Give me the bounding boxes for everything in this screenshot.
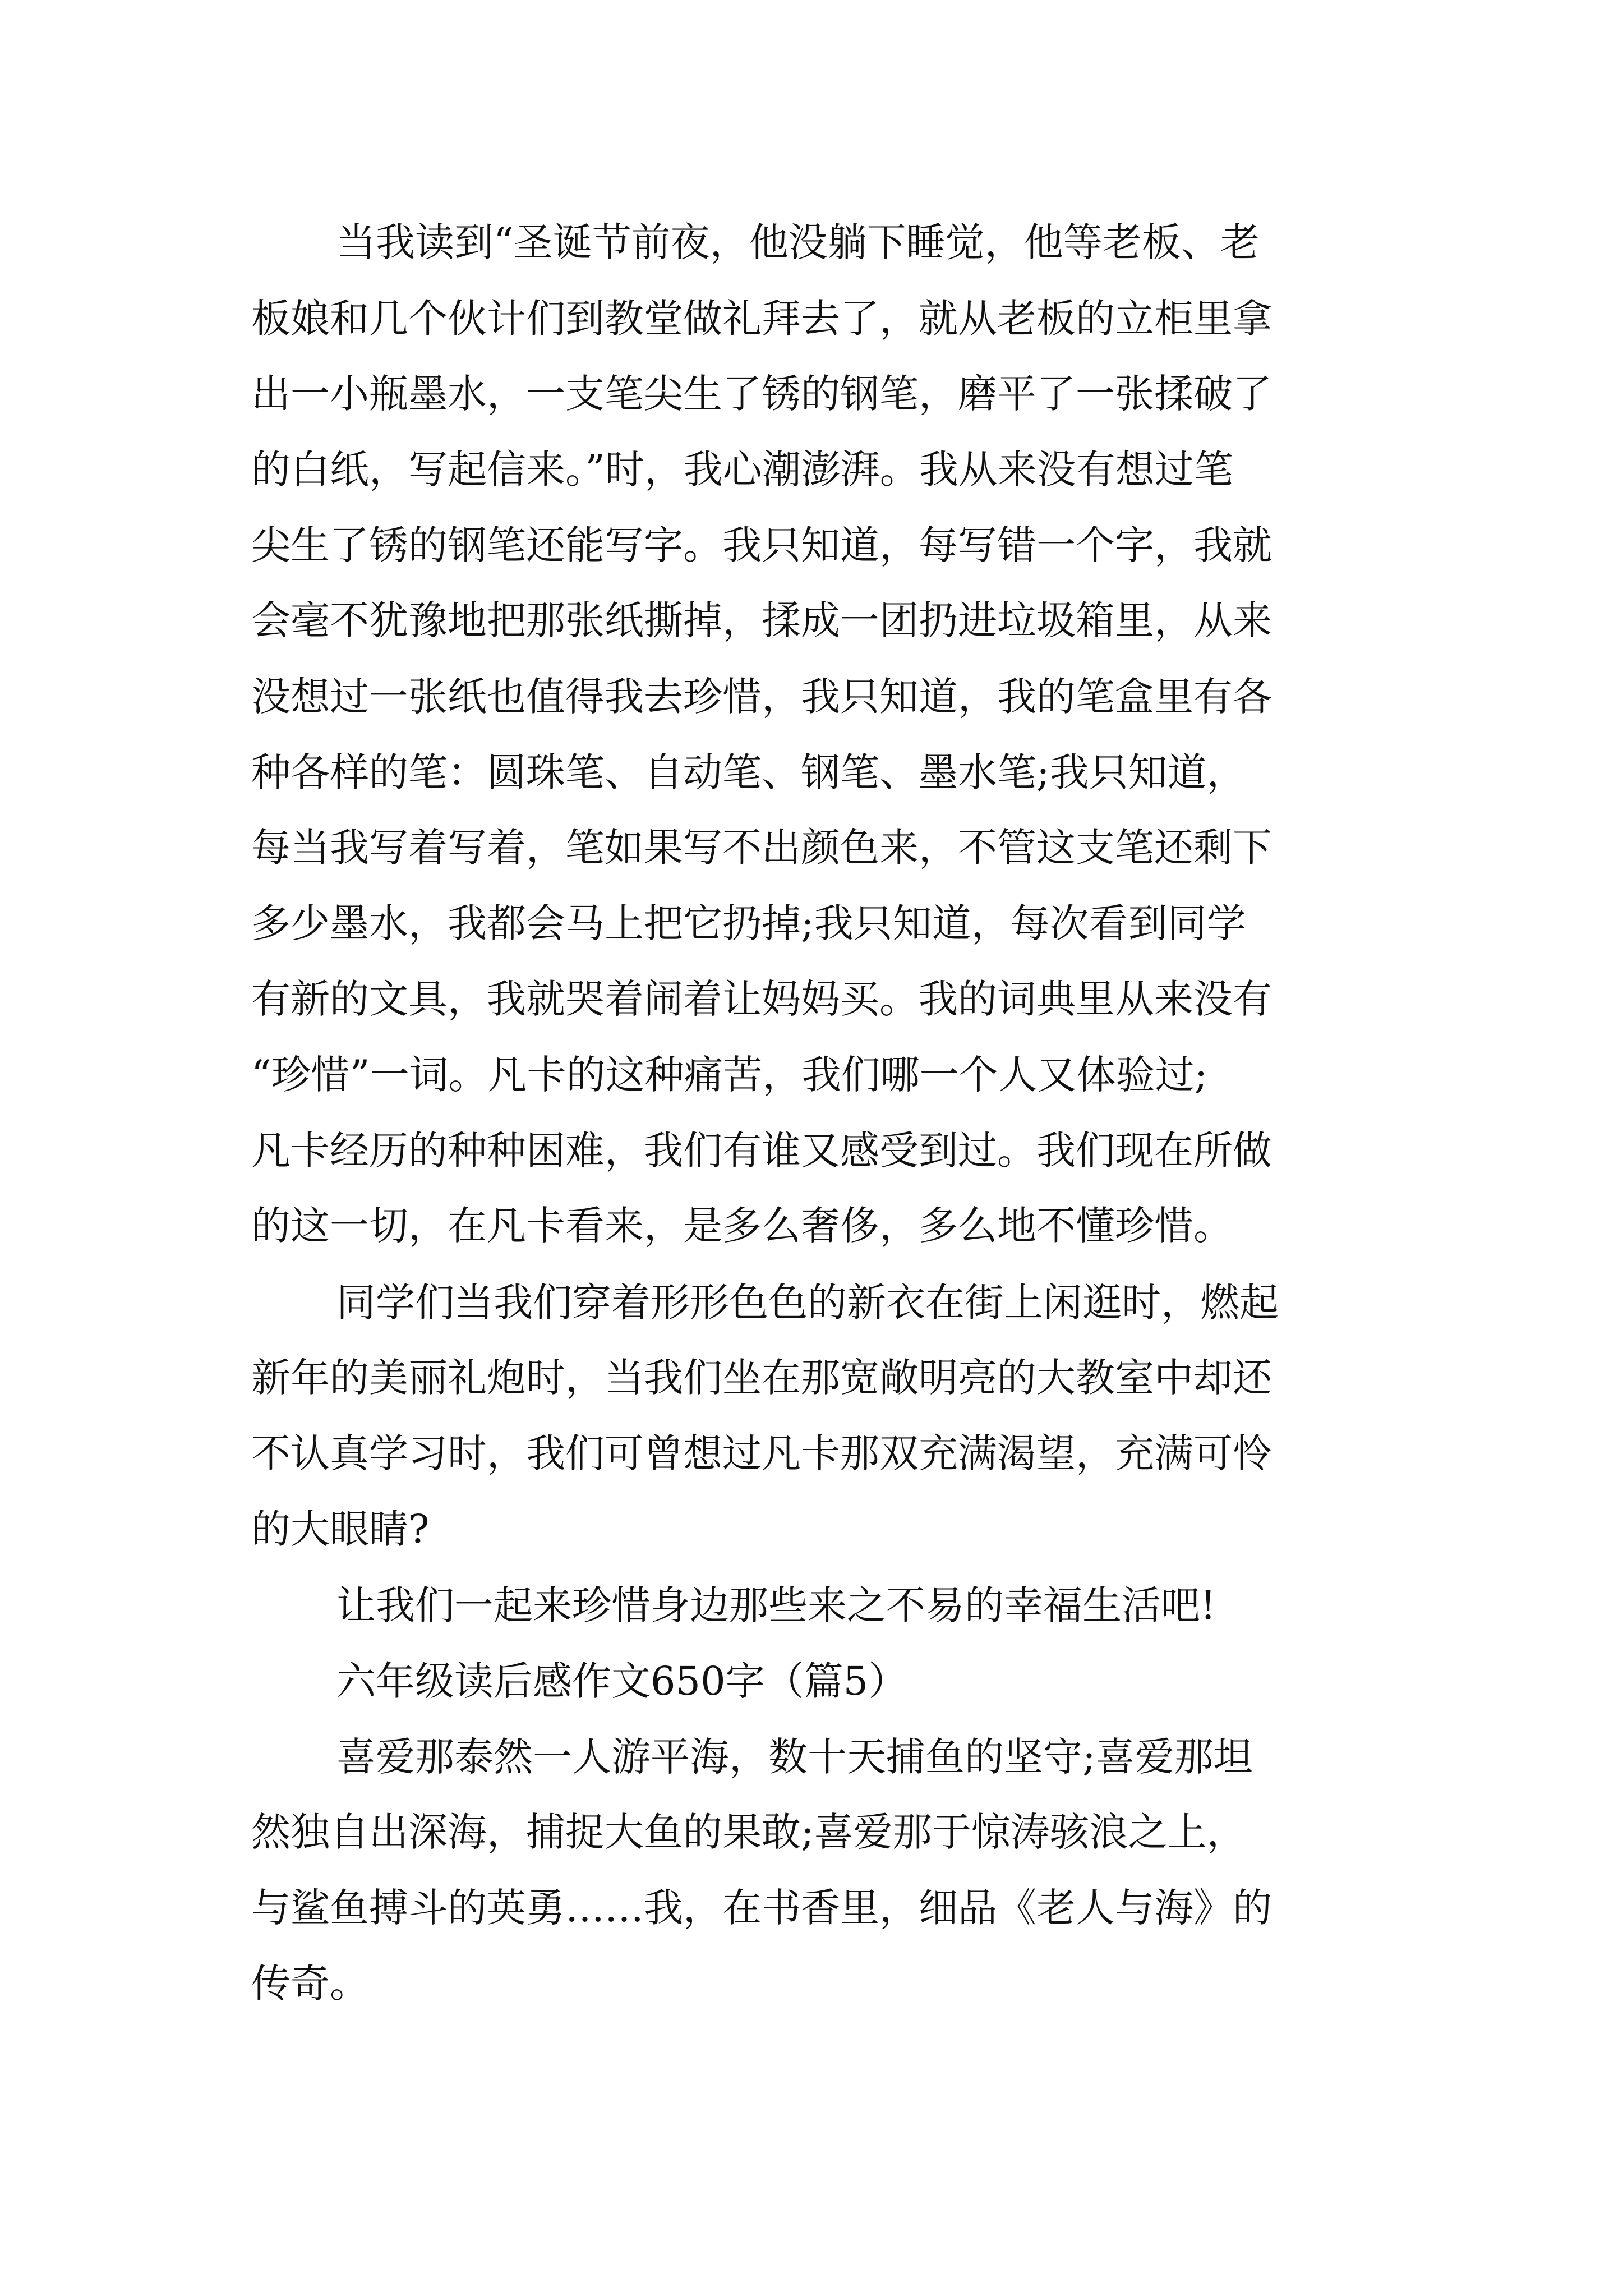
- paragraph-line: 多少墨水，我都会马上把它扔掉;我只知道，每次看到同学: [251, 900, 1246, 946]
- paragraph-line: 没想过一张纸也值得我去珍惜，我只知道，我的笔盒里有各: [251, 674, 1272, 720]
- paragraph-line: 板娘和几个伙计们到教堂做礼拜去了，就从老板的立柜里拿: [251, 296, 1272, 342]
- paragraph-line: 传奇。: [251, 1961, 369, 2007]
- paragraph-line: 有新的文具，我就哭着闹着让妈妈买。我的词典里从来没有: [251, 976, 1272, 1022]
- paragraph-line: 会毫不犹豫地把那张纸撕掉，揉成一团扔进垃圾箱里，从来: [251, 597, 1272, 643]
- paragraph-line: 尖生了锈的钢笔还能写字。我只知道，每写错一个字，我就: [251, 522, 1272, 568]
- paragraph-line: “珍惜”一词。凡卡的这种痛苦，我们哪一个人又体验过;: [251, 1052, 1208, 1098]
- paragraph-line: 不认真学习时，我们可曾想过凡卡那双充满渴望，充满可怜: [251, 1430, 1272, 1476]
- paragraph-line: 每当我写着写着，笔如果写不出颜色来，不管这支笔还剩下: [251, 825, 1272, 871]
- paragraph-line: 种各样的笔：圆珠笔、自动笔、钢笔、墨水笔;我只知道，: [251, 749, 1246, 795]
- paragraph-line: 当我读到“圣诞节前夜，他没躺下睡觉，他等老板、老: [336, 219, 1260, 265]
- paragraph-line: 新年的美丽礼炮时，当我们坐在那宽敞明亮的大教室中却还: [251, 1355, 1272, 1401]
- paragraph-line: 的这一切，在凡卡看来，是多么奢侈，多么地不懂珍惜。: [251, 1203, 1233, 1249]
- paragraph-line: 喜爱那泰然一人游平海，数十天捕鱼的坚守;喜爱那坦: [336, 1734, 1253, 1780]
- paragraph-line: 与鲨鱼搏斗的英勇……我，在书香里，细品《老人与海》的: [251, 1885, 1272, 1931]
- paragraph-line: 同学们当我们穿着形形色色的新衣在街上闲逛时，燃起: [336, 1280, 1279, 1326]
- section-heading: 六年级读后感作文650字（篇5）: [336, 1658, 908, 1704]
- paragraph-line: 让我们一起来珍惜身边那些来之不易的幸福生活吧!: [336, 1582, 1216, 1628]
- paragraph-line: 凡卡经历的种种困难，我们有谁又感受到过。我们现在所做: [251, 1128, 1272, 1174]
- paragraph-line: 然独自出深海，捕捉大鱼的果敢;喜爱那于惊涛骇浪之上，: [251, 1809, 1246, 1855]
- paragraph-line: 的白纸，写起信来。”时，我心潮澎湃。我从来没有想过笔: [251, 447, 1233, 493]
- paragraph-line: 的大眼睛?: [251, 1506, 430, 1552]
- paragraph-line: 出一小瓶墨水，一支笔尖生了锈的钢笔，磨平了一张揉破了: [251, 371, 1272, 417]
